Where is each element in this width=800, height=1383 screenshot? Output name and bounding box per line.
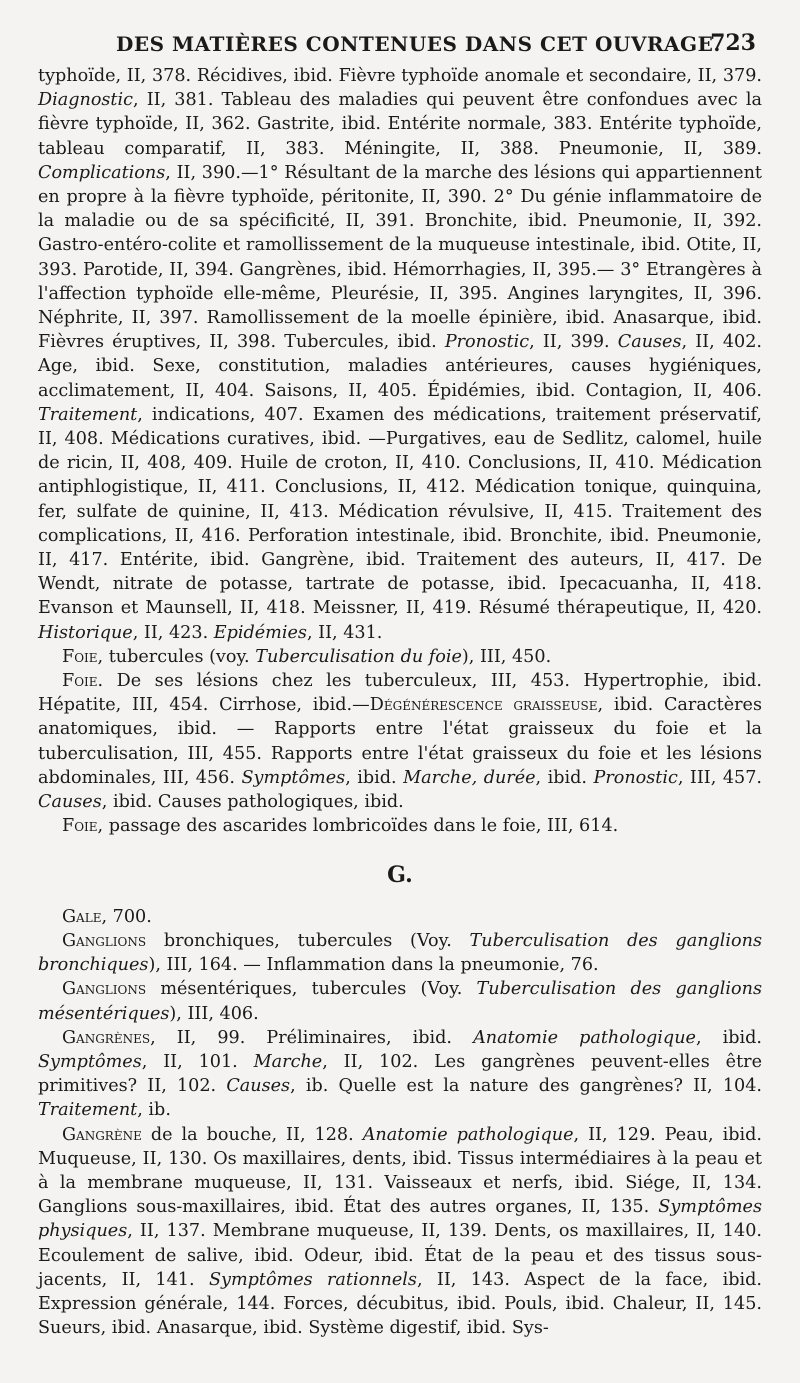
index-entry	[38, 1123, 762, 1341]
entry-text: , ibid.	[535, 767, 594, 788]
entry-text: mésentériques, tubercules (Voy.	[146, 979, 477, 1000]
italic-term: Complications	[38, 162, 166, 183]
italic-term: Anatomie pathologique	[362, 1124, 574, 1145]
entry-keyword: Gangrène	[62, 1124, 142, 1145]
italic-term: Symptômes	[38, 1051, 142, 1072]
entry-text: bronchiques, tubercules (Voy.	[146, 930, 470, 951]
entry-keyword: Gale	[62, 906, 102, 927]
italic-term: Traitement	[38, 404, 138, 425]
index-entry	[38, 64, 762, 645]
entry-text: , ibid. Caractères anatomiques, ibid. — Rapports entre l'état graisseux du foie et la tuberculisation, III, 455. Rapports entre l'état graisseux du foie et les lésions abdominales, III, 456.	[38, 695, 762, 788]
italic-term: Tuberculisation des ganglions bronchiques	[38, 930, 763, 976]
index-entry	[38, 669, 762, 814]
italic-term: Marche, durée	[403, 767, 536, 788]
index-entry	[38, 977, 762, 1025]
italic-term: Anatomie pathologique	[473, 1027, 696, 1048]
index-entry	[38, 1026, 762, 1123]
index-entry	[38, 905, 762, 929]
entry-text: . De ses lésions chez les tuberculeux, III, 453. Hypertrophie, ibid. Hépatite, III, 454. Cirrhose, ibid.—	[38, 671, 762, 716]
index-entry	[38, 814, 762, 838]
italic-term: Causes	[38, 792, 102, 813]
italic-term: Pronostic	[593, 767, 678, 788]
italic-term: Tuberculisation des ganglions mésentériques	[38, 979, 762, 1024]
entry-text: , II, 431.	[306, 622, 383, 643]
running-title: DES MATIÈRES CONTENUES DANS CET OUVRAGE.	[116, 32, 721, 56]
entry-text: , ib.	[137, 1100, 171, 1121]
entry-text: , II, 381. Tableau des maladies qui peuvent être confondues avec la fièvre typhoïde, II, 362. Gastrite, ibid. Entérite normale, 383. Entérite typhoïde, tableau comparatif, II, 383. Méningite, II, 388. Pneumonie, II, 389.	[38, 90, 762, 159]
index-entry	[38, 645, 762, 669]
entry-text: de la bouche, II, 128.	[141, 1124, 363, 1145]
index-body	[38, 64, 762, 1340]
italic-term: Symptômes physiques	[38, 1197, 762, 1242]
italic-term: Causes	[226, 1076, 291, 1097]
entry-text: , II, 399.	[529, 332, 618, 353]
entry-keyword: Foie	[62, 671, 98, 692]
entry-text: , II, 143. Aspect de la face, ibid. Expression générale, 144. Forces, décubitus, ibid. Pouls, ibid. Chaleur, II, 145. Sueurs, ibid. Anasarque, ibid. Système digestif, ibid. Sys-	[38, 1269, 762, 1339]
entry-text: , ibid. Causes pathologiques, ibid.	[101, 792, 404, 813]
entry-text: , ib. Quelle est la nature des gangrènes? II, 104.	[290, 1076, 762, 1097]
italic-term: Tuberculisation du foie	[255, 646, 462, 667]
entry-text: typhoïde, II, 378. Récidives, ibid. Fièvre typhoïde anomale et secondaire, II, 379.	[38, 66, 762, 86]
entry-text: , II, 137. Membrane muqueuse, II, 139. Dents, os maxillaires, II, 140. Ecoulement de salive, ibid. Odeur, ibid. État de la peau et des tissus sous-jacents, II, 141.	[38, 1221, 762, 1290]
entry-text: , ibid.	[345, 767, 404, 788]
entry-text: , II, 402. Age, ibid. Sexe, constitution, maladies antérieures, causes hygiéniques, acclimatement, II, 404. Saisons, II, 405. Épidémies, ibid. Contagion, II, 406.	[38, 332, 762, 401]
entry-keyword: Gangrènes	[62, 1027, 151, 1048]
entry-text: , passage des ascarides lombricoïdes dans le foie, III, 614.	[97, 816, 619, 837]
section-letter	[38, 863, 762, 887]
entry-keyword: Foie	[62, 816, 98, 837]
page-number: 723	[710, 30, 756, 56]
entry-text: , 700.	[101, 906, 152, 927]
entry-keyword: Foie	[62, 646, 98, 667]
entry-text: ), III, 450.	[461, 646, 552, 667]
italic-term: Marche	[253, 1051, 323, 1072]
italic-term: Symptômes	[241, 767, 346, 788]
italic-term: Causes	[617, 332, 682, 353]
entry-keyword: Ganglions	[62, 979, 147, 1000]
entry-text: , tubercules (voy.	[97, 646, 256, 667]
entry-text: , indications, 407. Examen des médications, traitement préservatif, II, 408. Médications curatives, ibid. —Purgatives, eau de Sedlitz, calomel, huile de ricin, II, 408, 409. Huile de croton, II, 410. Conclusions, II, 410. Médication antiphlogistique, II, 411. Conclusions, II, 412. Médication tonique, quinquina, fer, sulfate de quinine, II, 413. Médication révulsive, II, 415. Traitement des complications, II, 416. Perforation intestinale, ibid. Bronchite, ibid. Pneumonie, II, 417. Entérite, ibid. Gangrène, ibid. Traitement des auteurs, II, 417. De Wendt, nitrate de potasse, tartrate de potasse, ibid. Ipecacuanha, II, 418. Evanson et Maunsell, II, 418. Meissner, II, 419. Résumé thérapeutique, II, 420.	[38, 404, 762, 619]
entry-text: G.	[387, 861, 413, 888]
entry-keyword: Dégénérescence graisseuse	[369, 695, 598, 716]
italic-term: Epidémies	[213, 622, 307, 643]
entry-text: , II, 129. Peau, ibid. Muqueuse, II, 130. Os maxillaires, dents, ibid. Tissus intermédiaires à la peau et à la membrane muqueuse, II, 131. Vaisseaux et nerfs, ibid. Siége, II, 134. Ganglions sous-maxillaires, ibid. État des autres organes, II, 135.	[38, 1124, 763, 1218]
italic-term: Historique	[38, 622, 133, 643]
italic-term: Pronostic	[444, 332, 530, 353]
entry-text: , II, 99. Préliminaires, ibid.	[150, 1027, 474, 1048]
entry-text: ), III, 406.	[169, 1003, 259, 1024]
entry-text: , II, 423.	[132, 622, 214, 643]
entry-text: , II, 101.	[141, 1051, 254, 1072]
entry-text: , II, 102. Les gangrènes peuvent-elles être primitives? II, 102.	[38, 1051, 762, 1097]
entry-text: , III, 457.	[677, 767, 762, 788]
italic-term: Traitement	[38, 1100, 138, 1121]
entry-text: , II, 390.—1° Résultant de la marche des lésions qui appartiennent en propre à la fièvre typhoïde, péritonite, II, 390. 2° Du génie inflammatoire de la maladie ou de sa spécificité, II, 391. Bronchite, ibid. Pneumonie, II, 392. Gastro-entéro-colite et ramollissement de la muqueuse intestinale, ibid. Otite, II, 393. Parotide, II, 394. Gangrènes, ibid. Hémorrhagies, II, 395.— 3° Etrangères à l'affection typhoïde elle-même, Pleurésie, II, 395. Angines laryngites, II, 396. Néphrite, II, 397. Ramollissement de la moelle épinière, ibid. Anasarque, ibid. Fièvres éruptives, II, 398. Tubercules, ibid.	[38, 162, 762, 353]
entry-text: , ibid.	[695, 1027, 762, 1048]
entry-keyword: Ganglions	[62, 930, 147, 951]
page-header	[38, 22, 762, 64]
index-entry	[38, 929, 762, 977]
entry-text: ), III, 164. — Inflammation dans la pneumonie, 76.	[148, 955, 599, 976]
italic-term: Symptômes rationnels	[208, 1269, 417, 1290]
italic-term: Diagnostic	[38, 90, 133, 111]
